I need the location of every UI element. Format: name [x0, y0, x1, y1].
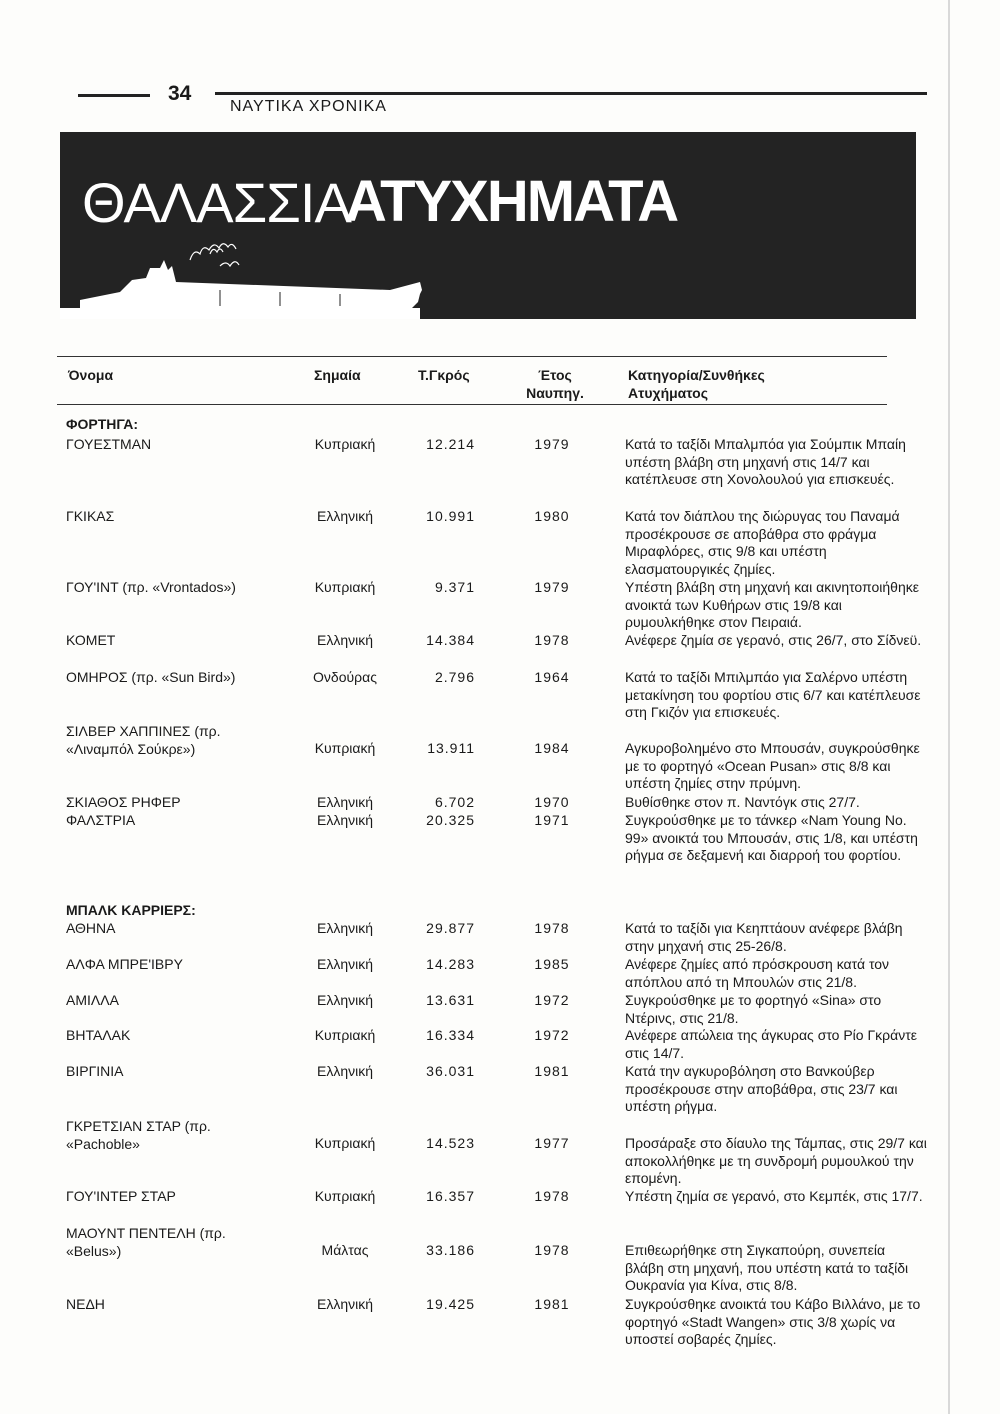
ship-name: ΒΗΤΑΛΑΚ — [66, 1027, 131, 1043]
accident-description: Ανέφερε ζημία σε γερανό, στις 26/7, στο Σίδνεϋ. — [625, 632, 922, 648]
ship-year: 1978 — [534, 1188, 570, 1204]
ship-name: ΓΚΙΚΑΣ — [66, 508, 115, 524]
ship-year: 1978 — [534, 1242, 570, 1258]
magazine-title: ΝΑΥΤΙΚΑ ΧΡΟΝΙΚΑ — [230, 98, 387, 115]
ship-name: ΚΟΜΕΤ — [66, 632, 116, 648]
ship-name: ΓΟΥΕΣΤΜΑΝ — [66, 436, 152, 452]
accident-description: Επιθεωρήθηκε στη Σιγκαπούρη, συνεπεία βλάβη στη μηχανή, που υπέστη κατά το ταξίδι Ουκρανία για Κίνα, στις 8/8. — [625, 1242, 909, 1293]
ship-flag: Ονδούρας — [313, 669, 377, 685]
section-title: ΜΠΑΛΚ ΚΑΡΡΙΕΡΣ: — [66, 902, 196, 918]
ship-flag: Κυπριακή — [314, 1135, 376, 1151]
banner-title-thin: ΘΑΛΑΣΣΙΑ — [82, 171, 351, 234]
ship-flag: Ελληνική — [316, 992, 374, 1008]
ship-tonnage: 13.631 — [426, 992, 475, 1008]
header-year — [525, 366, 585, 402]
ship-name: ΣΚΙΑΘΟΣ ΡΗΦΕΡ — [66, 794, 181, 810]
ship-year: 1978 — [534, 632, 570, 648]
ship-year: 1981 — [534, 1296, 570, 1312]
accident-description: Κατά το ταξίδι Μπιλμπάο για Σαλέρνο υπέστη μετακίνηση του φορτίου στις 6/7 και κατέπλευσε στη Γκιζόν για επισκευές. — [625, 669, 921, 720]
ship-tonnage: 13.911 — [427, 740, 475, 756]
header-name: Όνομα — [68, 367, 114, 383]
page-edge — [948, 0, 950, 1414]
ship-year: 1972 — [534, 992, 570, 1008]
ship-name: ΑΘΗΝΑ — [66, 920, 116, 936]
accident-description: Συγκρούσθηκε ανοικτά του Κάβο Βιλλάνο, με το φορτηγό «Stadt Wangen» στις 3/8 χωρίς να υποστεί σοβαρές ζημίες. — [625, 1296, 921, 1347]
ship-tonnage: 19.425 — [426, 1296, 475, 1312]
ship-year: 1970 — [534, 794, 570, 810]
ship-year: 1971 — [534, 812, 570, 828]
accident-description: Προσάραξε στο δίαυλο της Τάμπας, στις 29/7 και αποκολλήθηκε με τη συνδρομή ρυμουλκού την επομένη. — [625, 1135, 927, 1186]
ship-name: ΑΜΙΛΛΑ — [66, 992, 119, 1008]
header-rule-right — [215, 92, 927, 95]
ship-year: 1964 — [534, 669, 570, 685]
banner-title-bold: ΑΤΥΧΗΜΑΤΑ — [345, 169, 678, 234]
ship-year: 1984 — [534, 740, 570, 756]
ship-flag: Ελληνική — [316, 1296, 374, 1312]
accident-description: Κατά την αγκυροβόληση στο Βανκούβερ προσέκρουσε στην αποβάθρα, στις 23/7 και υπέστη ρήγμα. — [625, 1063, 898, 1114]
ship-name: ΓΟΥ'ΙΝΤΕΡ ΣΤΑΡ — [66, 1188, 176, 1204]
ship-flag: Ελληνική — [316, 632, 374, 648]
ship-illustration — [60, 132, 916, 319]
header-year-line2: Ναυπηγ. — [526, 385, 584, 401]
ship-tonnage: 20.325 — [426, 812, 475, 828]
ship-year: 1978 — [534, 920, 570, 936]
accident-description: Ανέφερε ζημίες από πρόσκρουση κατά τον απόπλου από τη Μπουλών στις 21/8. — [625, 956, 890, 990]
ship-name: ΜΑΟΥΝΤ ΠΕΝΤΕΛΗ (πρ. «Belus») — [66, 1225, 226, 1259]
header-category-line1: Κατηγορία/Συνθήκες — [628, 367, 765, 383]
ship-name: ΣΙΛΒΕΡ ΧΑΠΠΙΝΕΣ (πρ. «Λιναμπόλ Σούκρε») — [66, 723, 221, 757]
table-top-rule — [57, 356, 887, 357]
accident-description: Υπέστη ζημία σε γερανό, στο Κεμπέκ, στις 17/7. — [625, 1188, 923, 1204]
ship-flag: Κυπριακή — [314, 1027, 376, 1043]
ship-tonnage: 12.214 — [426, 436, 475, 452]
ship-flag: Ελληνική — [316, 812, 374, 828]
ship-tonnage: 10.991 — [426, 508, 475, 524]
ship-flag: Κυπριακή — [314, 740, 376, 756]
ship-flag: Ελληνική — [316, 956, 374, 972]
accident-description: Ανέφερε απώλεια της άγκυρας στο Ρίο Γκράντε στις 14/7. — [625, 1027, 918, 1061]
accident-description: Κατά τον διάπλου της διώρυγας του Παναμά προσέκρουσε σε αποβάθρα στο φράγμα Μιραφλόρες, στις 9/8 και υπέστη ελασματουργικές ζημίες. — [625, 508, 900, 577]
accident-description: Αγκυροβολημένο στο Μπουσάν, συγκρούσθηκε με το φορτηγό «Ocean Pusan» στις 8/8 και υπέστη ζημίες στην πρύμνη. — [625, 740, 920, 791]
ship-tonnage: 9.371 — [434, 579, 475, 595]
ship-name: ΦΑΛΣΤΡΙΑ — [66, 812, 136, 828]
accident-description: Κατά το ταξίδι για Κεηπτάουν ανέφερε βλάβη στην μηχανή στις 25-26/8. — [625, 920, 903, 954]
header-year-line1: Έτος — [538, 367, 572, 383]
ship-year: 1981 — [534, 1063, 570, 1079]
ship-name: ΒΙΡΓΙΝΙΑ — [66, 1063, 124, 1079]
ship-flag: Κυπριακή — [314, 436, 376, 452]
ship-tonnage: 2.796 — [434, 669, 475, 685]
page-number: 34 — [168, 82, 192, 105]
ship-name: ΑΛΦΑ ΜΠΡΕ'ΙΒΡΥ — [66, 956, 183, 972]
header-rule-left — [78, 94, 150, 97]
ship-flag: Κυπριακή — [314, 579, 376, 595]
header-category — [628, 366, 765, 402]
ship-tonnage: 33.186 — [426, 1242, 475, 1258]
header-flag: Σημαία — [314, 367, 361, 383]
table-header-rule — [57, 404, 887, 405]
section-title: ΦΟΡΤΗΓΑ: — [66, 416, 139, 432]
ship-tonnage: 14.283 — [426, 956, 475, 972]
accident-description: Συγκρούσθηκε με το τάνκερ «Nam Young No. 99» ανοικτά του Μπουσάν, στις 1/8, και υπέστη ρήγμα σε δεξαμενή και διαρροή του φορτίου. — [625, 812, 918, 863]
accident-description: Συγκρούσθηκε με το φορτηγό «Sina» στο Ντέρινς, στις 21/8. — [625, 992, 882, 1026]
header-tonnage: Τ.Γκρός — [418, 367, 470, 383]
header-category-line2: Ατυχήματος — [628, 385, 708, 401]
ship-tonnage: 16.334 — [426, 1027, 475, 1043]
ship-tonnage: 6.702 — [434, 794, 475, 810]
ship-year: 1979 — [534, 436, 570, 452]
accident-description: Βυθίσθηκε στον π. Ναντόγκ στις 27/7. — [625, 794, 860, 810]
ship-tonnage: 29.877 — [426, 920, 475, 936]
ship-flag: Ελληνική — [316, 508, 374, 524]
title-banner — [60, 132, 916, 319]
ship-flag: Ελληνική — [316, 920, 374, 936]
ship-tonnage: 14.384 — [426, 632, 475, 648]
ship-year: 1985 — [534, 956, 570, 972]
ship-year: 1980 — [534, 508, 570, 524]
ship-year: 1972 — [534, 1027, 570, 1043]
ship-tonnage: 36.031 — [426, 1063, 475, 1079]
ship-name: ΓΟΥ'ΙΝΤ (πρ. «Vrontados») — [66, 579, 236, 595]
ship-flag: Ελληνική — [316, 1063, 374, 1079]
accident-description: Κατά το ταξίδι Μπαλμπόα για Σούμπικ Μπαίη υπέστη βλάβη στη μηχανή στις 14/7 και κατέπλευσε στη Χονολουλού για επισκευές. — [625, 436, 906, 487]
ship-flag: Μάλτας — [321, 1242, 369, 1258]
ship-name: ΝΕΔΗ — [66, 1296, 105, 1312]
ship-tonnage: 14.523 — [426, 1135, 475, 1151]
ship-tonnage: 16.357 — [426, 1188, 475, 1204]
ship-name: ΟΜΗΡΟΣ (πρ. «Sun Bird») — [66, 669, 236, 685]
ship-flag: Ελληνική — [316, 794, 374, 810]
ship-year: 1979 — [534, 579, 570, 595]
ship-name: ΓΚΡΕΤΣΙΑΝ ΣΤΑΡ (πρ. «Pachoble» — [66, 1118, 211, 1152]
accident-description: Υπέστη βλάβη στη μηχανή και ακινητοποιήθηκε ανοικτά των Κυθήρων στις 19/8 και ρυμουλκήθηκε στον Πειραιά. — [625, 579, 919, 630]
ship-year: 1977 — [534, 1135, 570, 1151]
ship-flag: Κυπριακή — [314, 1188, 376, 1204]
